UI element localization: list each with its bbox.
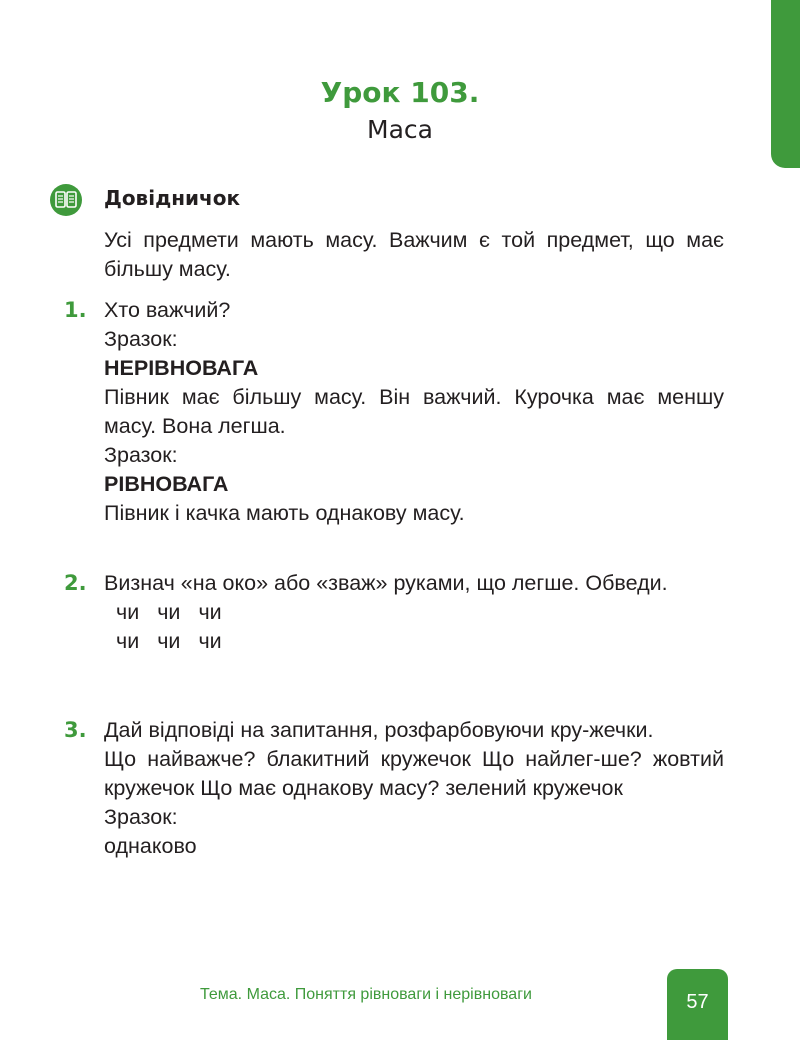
task-1: [104, 296, 724, 528]
example-heading: РІВНОВАГА: [104, 472, 229, 496]
syllable[interactable]: чи: [157, 629, 181, 653]
task-question: Хто важчий?: [104, 298, 231, 322]
syllable[interactable]: чи: [116, 600, 140, 624]
task-2: [104, 569, 724, 656]
example-text: однаково: [104, 834, 197, 858]
task-text: Дай відповіді на запитання, розфарбовуючи кру-жечки.: [104, 718, 654, 742]
example-text: Півник і качка мають однакову масу.: [104, 501, 465, 525]
reference-title: Довідничок: [104, 186, 241, 210]
syllable[interactable]: чи: [198, 629, 222, 653]
task-number: 2.: [64, 571, 87, 595]
book-icon: [50, 184, 82, 216]
syllable[interactable]: чи: [157, 600, 181, 624]
task-number: 1.: [64, 298, 87, 322]
reference-text: Усі предмети мають масу. Важчим є той предмет, що має більшу масу.: [104, 228, 724, 281]
syllable-row: [104, 627, 724, 656]
lesson-title: Урок 103.: [320, 76, 480, 109]
example-label: Зразок:: [104, 443, 178, 467]
example-label: Зразок:: [104, 805, 178, 829]
task-number: 3.: [64, 718, 87, 742]
syllable[interactable]: чи: [198, 600, 222, 624]
task-text: Визнач «на око» або «зваж» руками, що легше. Обведи.: [104, 571, 668, 595]
lesson-subtitle: Маса: [367, 115, 433, 144]
task-3: [104, 716, 724, 861]
task-questions: Що найважче? блакитний кружечок Що найлег-ше? жовтий кружечок Що має однакову масу? зелений кружечок: [104, 747, 724, 800]
page-number: 57: [686, 991, 709, 1013]
syllable[interactable]: чи: [116, 629, 140, 653]
page-number-box: [667, 969, 728, 1040]
syllable-row: [104, 598, 724, 627]
example-text: Півник має більшу масу. Він важчий. Курочка має меншу масу. Вона легша.: [104, 385, 724, 438]
example-label: Зразок:: [104, 327, 178, 351]
example-heading: НЕРІВНОВАГА: [104, 356, 259, 380]
footer-topic: Тема. Маса. Поняття рівноваги і нерівноваги: [200, 986, 532, 1003]
